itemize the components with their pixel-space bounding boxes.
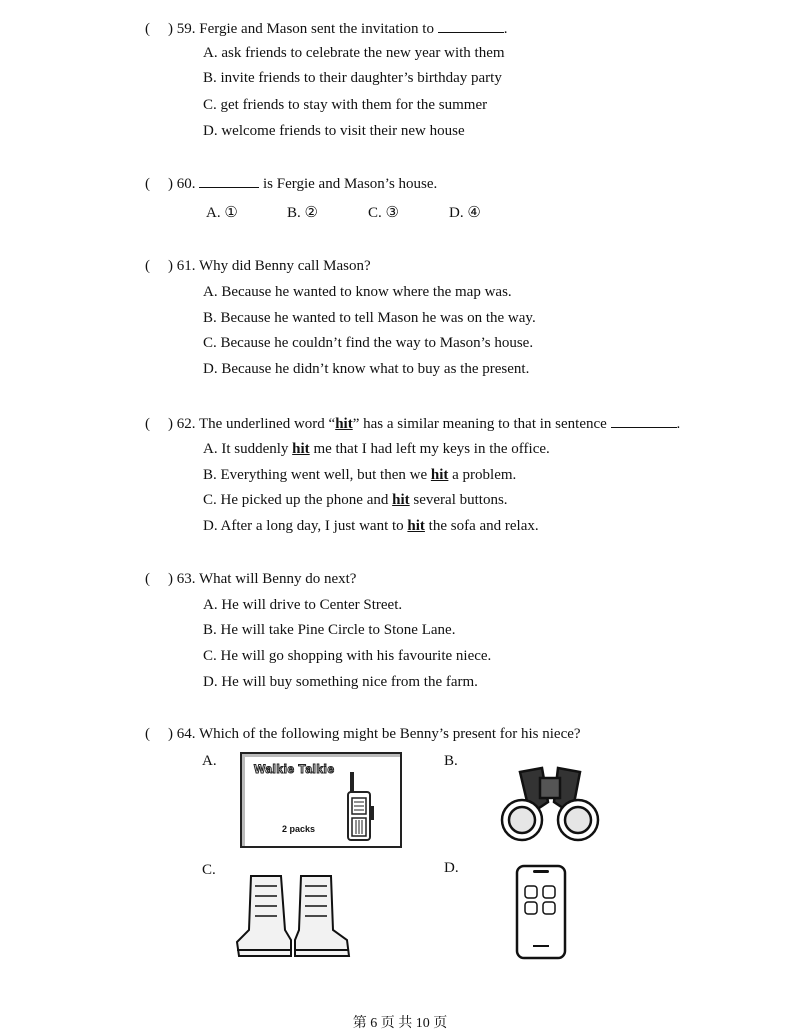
page-footer: 第 6 页 共 10 页 — [352, 1016, 448, 1031]
option-60-b: B. ② — [287, 205, 318, 221]
option-60-c: C. ③ — [368, 205, 399, 221]
underlined-hit: hit — [292, 441, 310, 457]
choice-label-d: D. — [444, 860, 459, 876]
question-61-stem: 61. Why did Benny call Mason? — [176, 258, 371, 274]
hiking-boots-image — [233, 870, 353, 970]
option-63-c: C. He will go shopping with his favourite niece. — [203, 648, 492, 664]
answer-paren-open: ( — [145, 176, 150, 192]
option-text: A. It suddenly — [203, 441, 293, 457]
option-59-b: B. invite friends to their daughter’s birthday party — [203, 70, 502, 86]
option-text: several buttons. — [409, 492, 508, 508]
option-61-c: C. Because he couldn’t find the way to Mason’s house. — [203, 335, 534, 351]
question-63 — [145, 571, 356, 588]
smartphone-image — [515, 864, 567, 960]
option-text: D. After a long day, I just want to — [203, 518, 408, 534]
question-64-stem: 64. Which of the following might be Benny’s present for his niece? — [176, 726, 581, 742]
question-60 — [145, 175, 437, 193]
answer-paren-close: ) — [168, 416, 173, 432]
answer-blank — [199, 175, 259, 188]
walkie-talkie-box-image — [240, 752, 402, 848]
box-subtitle: 2 packs — [282, 824, 316, 834]
choice-label-a: A. — [202, 753, 217, 769]
underlined-hit: hit — [407, 518, 425, 534]
option-59-a: A. ask friends to celebrate the new year with them — [203, 45, 505, 61]
option-59-d: D. welcome friends to visit their new house — [203, 123, 465, 139]
options-60 — [206, 203, 530, 222]
answer-paren-close: ) — [168, 571, 173, 587]
question-63-stem: 63. What will Benny do next? — [176, 571, 357, 587]
option-60-d: D. ④ — [449, 205, 481, 221]
option-text: C. He picked up the phone and — [203, 492, 393, 508]
answer-paren-open: ( — [145, 21, 150, 37]
question-62-stem-b: ” has a similar meaning to that in sentence — [352, 416, 607, 432]
question-59-stem: 59. Fergie and Mason sent the invitation to — [176, 21, 434, 37]
choice-label-b: B. — [444, 753, 458, 769]
option-62-c — [203, 492, 508, 509]
option-59-c: C. get friends to stay with them for the summer — [203, 97, 488, 113]
walkie-talkie-icon — [342, 772, 382, 842]
answer-paren-close: ) — [168, 258, 173, 274]
option-62-d — [203, 518, 539, 535]
question-61 — [145, 258, 371, 275]
binoculars-image — [500, 762, 600, 847]
question-59 — [145, 20, 507, 38]
option-62-a — [203, 441, 550, 458]
underlined-hit: hit — [430, 467, 449, 483]
option-62-b — [203, 467, 516, 484]
option-63-d: D. He will buy something nice from the farm. — [203, 674, 478, 690]
answer-blank — [611, 415, 677, 428]
option-60-a: A. ① — [206, 205, 238, 221]
question-64 — [145, 726, 581, 743]
answer-paren-open: ( — [145, 416, 150, 432]
answer-paren-close: ) — [168, 176, 173, 192]
answer-paren-open: ( — [145, 571, 150, 587]
answer-blank — [438, 20, 504, 33]
answer-paren-open: ( — [145, 726, 150, 742]
option-61-d: D. Because he didn’t know what to buy as the present. — [203, 361, 530, 377]
answer-paren-close: ) — [168, 21, 173, 37]
option-61-b: B. Because he wanted to tell Mason he was on the way. — [203, 310, 536, 326]
question-62 — [145, 415, 680, 433]
option-61-a: A. Because he wanted to know where the map was. — [203, 284, 512, 300]
underlined-word: hit — [335, 416, 353, 432]
answer-paren-close: ) — [168, 726, 173, 742]
question-60-rest: is Fergie and Mason’s house. — [263, 176, 438, 192]
option-63-a: A. He will drive to Center Street. — [203, 597, 403, 613]
option-63-b: B. He will take Pine Circle to Stone Lane. — [203, 622, 456, 638]
option-text: the sofa and relax. — [424, 518, 539, 534]
choice-label-c: C. — [202, 862, 216, 878]
question-59-end: . — [503, 21, 508, 37]
answer-paren-open: ( — [145, 258, 150, 274]
option-text: B. Everything went well, but then we — [203, 467, 431, 483]
option-text: me that I had left my keys in the office. — [309, 441, 550, 457]
question-60-num: 60. — [176, 176, 196, 192]
underlined-hit: hit — [392, 492, 410, 508]
option-text: a problem. — [448, 467, 517, 483]
question-62-stem-a: 62. The underlined word “ — [176, 416, 336, 432]
box-title: Walkie Talkie — [254, 762, 335, 776]
question-62-end: . — [676, 416, 681, 432]
